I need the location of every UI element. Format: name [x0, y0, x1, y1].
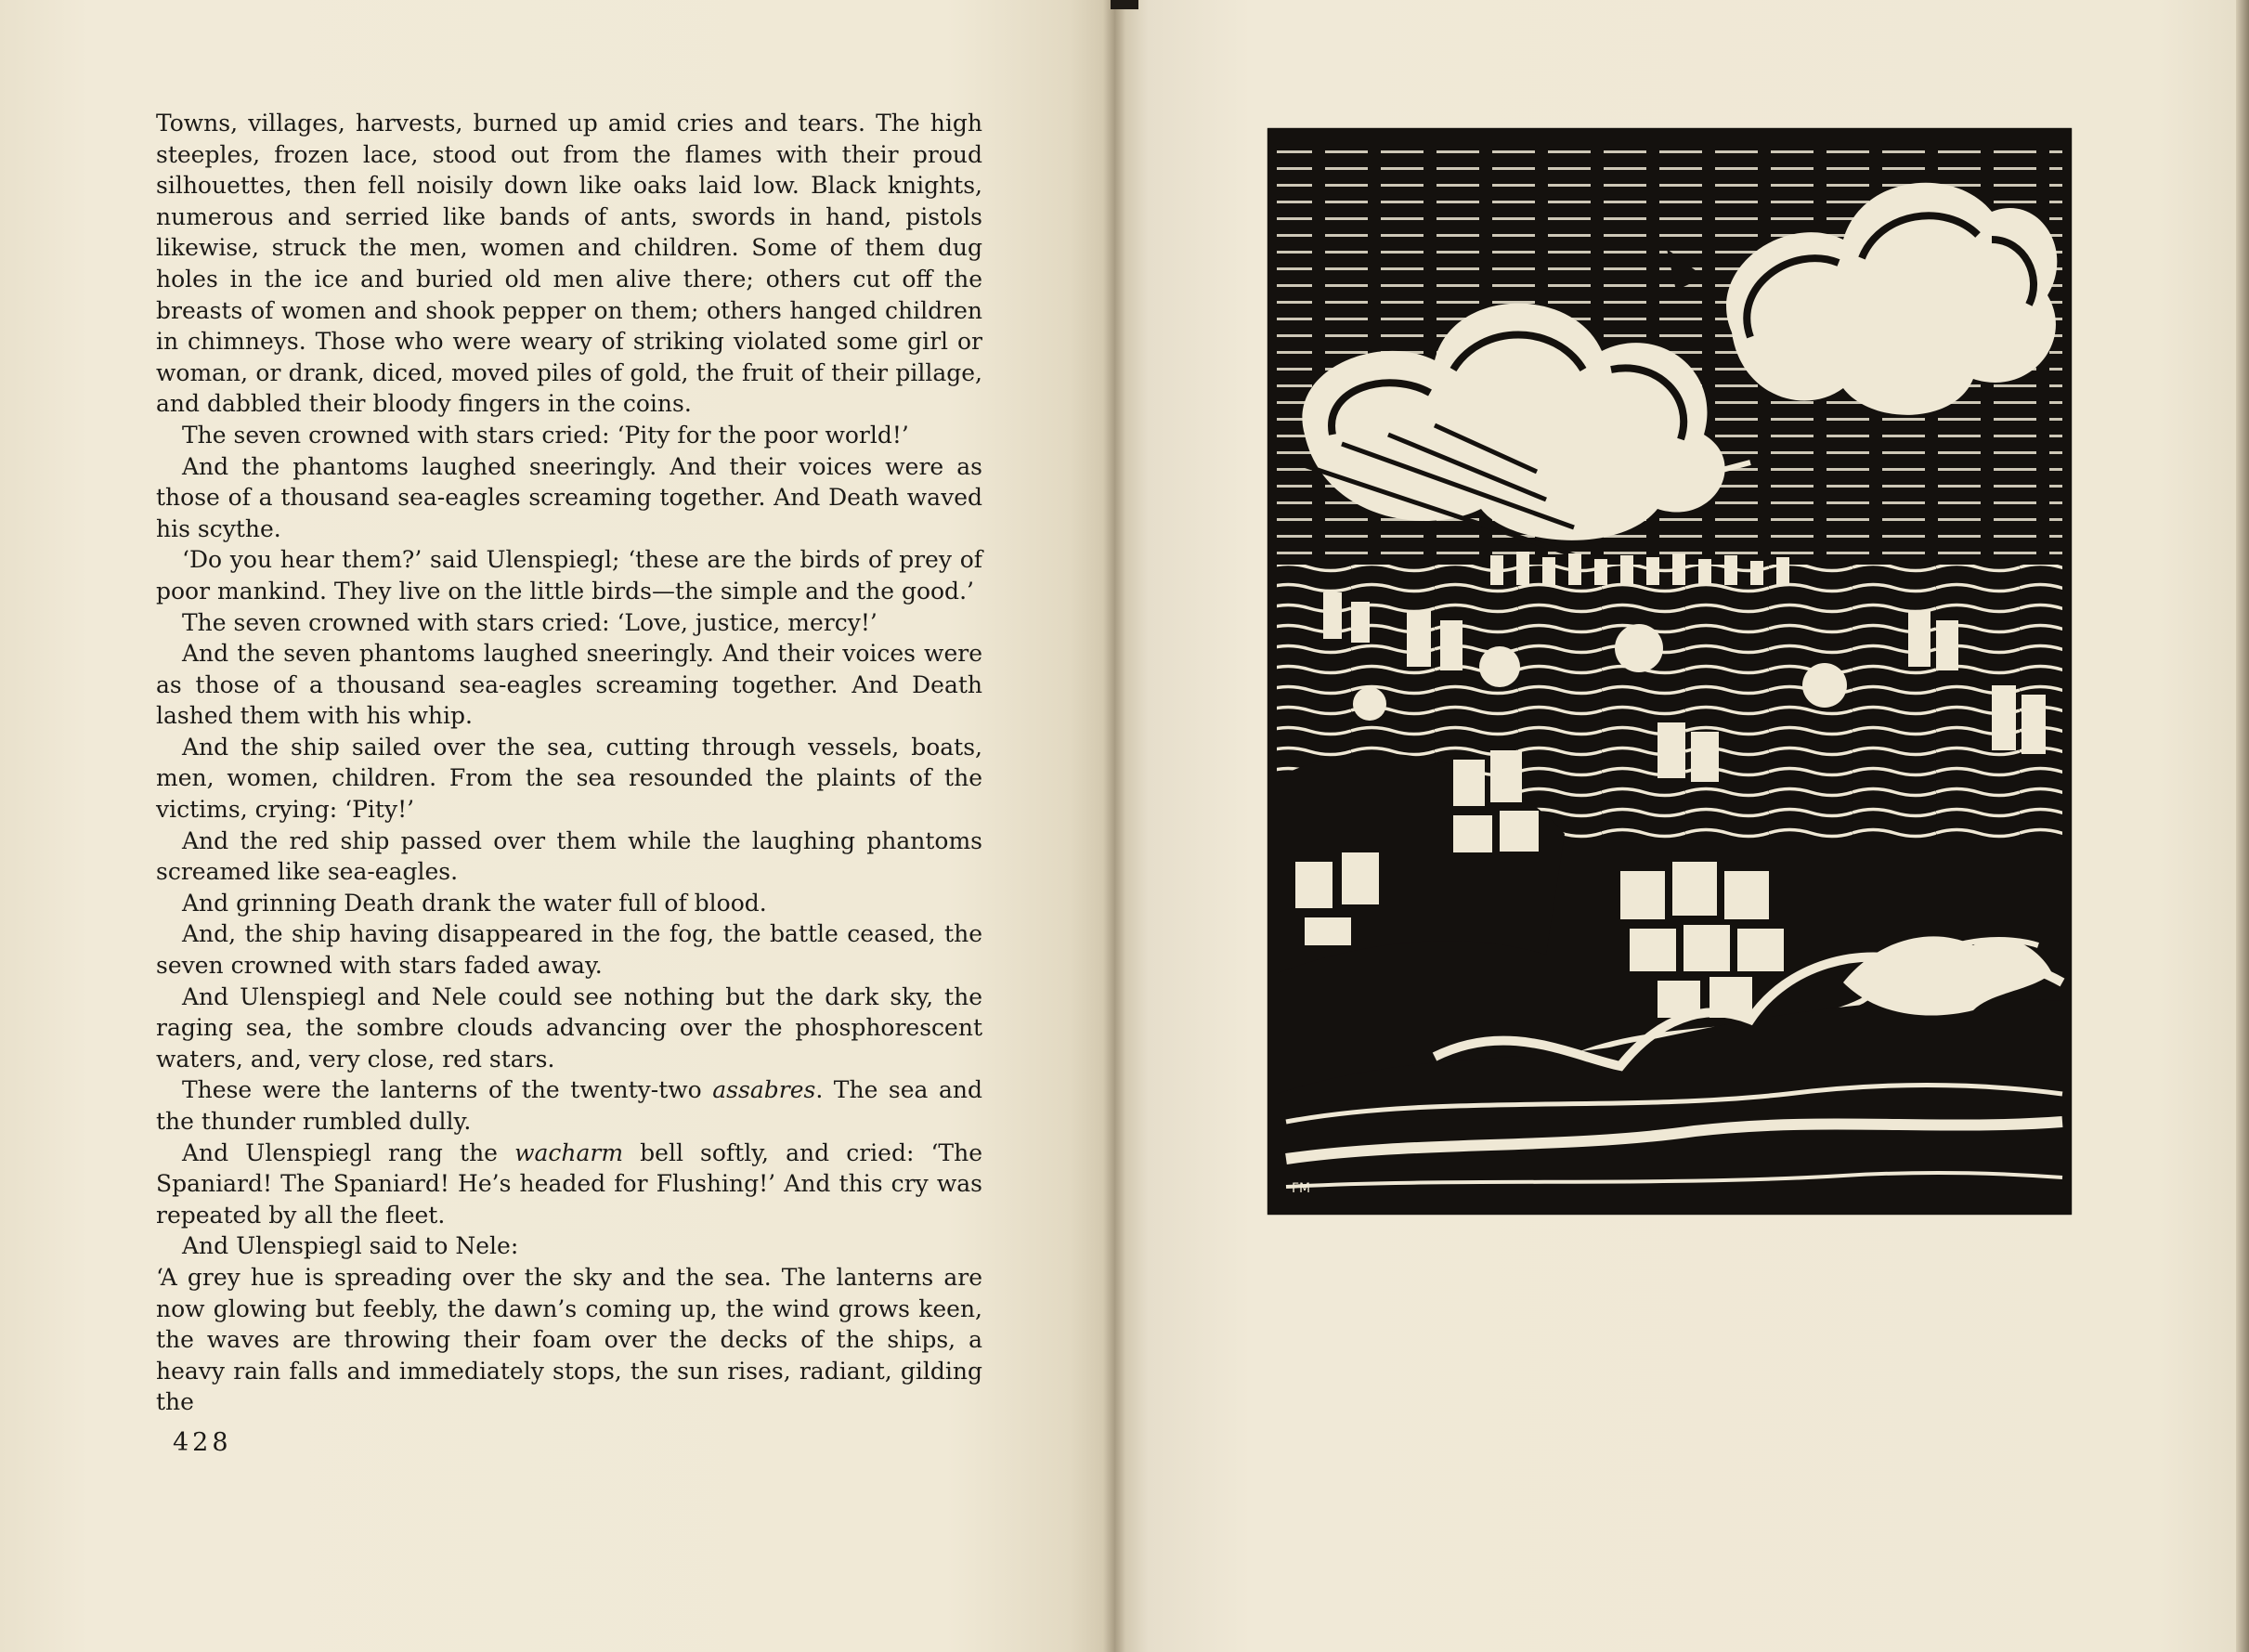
text-run: These were the lanterns of the twenty-two	[182, 1076, 713, 1104]
paragraph: ‘Do you hear them?’ said Ulenspiegl; ‘these are the birds of prey of poor mankind. They live on the little birds—the simple and the good.’	[156, 546, 982, 605]
artist-signature: FM	[1292, 1181, 1311, 1196]
naval-battle-woodcut	[1268, 128, 2072, 1215]
page-text	[156, 108, 982, 1418]
italic-term: assabres	[712, 1076, 816, 1104]
woodcut-illustration	[1268, 128, 2072, 1215]
paragraph: And the seven phantoms laughed sneeringly. And their voices were as those of a thousand sea-eagles screaming together. And Death lashed them with his whip.	[156, 640, 982, 730]
page-edge	[2236, 0, 2249, 1652]
text-run: bell softly, and cried: ‘The Spaniard! The Spaniard! He’s headed for Flushing!’ And this cry was repeated by all the fleet.	[156, 1138, 982, 1229]
paragraph: ‘A grey hue is spreading over the sky and the sea. The lanterns are now glowing but feebly, the dawn’s coming up, the wind grows keen, the waves are throwing their foam over the decks of the ships, a heavy rain falls and immediately stops, the sun rises, radiant, gilding the	[156, 1263, 982, 1416]
paragraph: And Ulenspiegl said to Nele:	[182, 1232, 519, 1260]
paragraph: And Ulenspiegl and Nele could see nothing but the dark sky, the raging sea, the sombre clouds advancing over the phosphorescent waters, and, very close, red stars.	[156, 982, 982, 1073]
sky	[1277, 137, 2062, 574]
paragraph	[156, 1074, 982, 1137]
paragraph: And the ship sailed over the sea, cutting through vessels, boats, men, women, children. From the sea resounded the plaints of the victims, crying: ‘Pity!’	[156, 733, 982, 824]
paragraph: And, the ship having disappeared in the fog, the battle ceased, the seven crowned with stars faded away.	[156, 920, 982, 980]
text-run: And Ulenspiegl rang the	[182, 1138, 515, 1166]
paragraph	[156, 1138, 982, 1231]
left-page	[0, 0, 1114, 1652]
paragraph: The seven crowned with stars cried: ‘Love, justice, mercy!’	[182, 608, 878, 636]
paragraph: Towns, villages, harvests, burned up amid cries and tears. The high steeples, frozen lace, stood out from the flames with their proud silhouettes, then fell noisily down like oaks laid low. Black knights, numerous and serried like bands of ants, swords in hand, pistols likewise, struck the men, women and children. Some of them dug holes in the ice and buried old men alive there; others cut off the breasts of women and shook pepper on them; others hanged children in chimneys. Those who were weary of striking violated some girl or woman, or drank, diced, moved piles of gold, the fruit of their pillage, and dabbled their bloody fingers in the coins.	[156, 110, 982, 418]
page-number: 428	[173, 1428, 232, 1457]
binding-edge	[1111, 0, 1138, 9]
paragraph: And grinning Death drank the water full of blood.	[182, 889, 767, 917]
text-run: . The sea and the thunder rumbled dully.	[156, 1076, 982, 1135]
paragraph: And the red ship passed over them while the laughing phantoms screamed like sea-eagles.	[156, 826, 982, 886]
paragraph: The seven crowned with stars cried: ‘Pity for the poor world!’	[182, 421, 909, 449]
paragraph: And the phantoms laughed sneeringly. And their voices were as those of a thousand sea-eagles screaming together. And Death waved his scythe.	[156, 452, 982, 542]
gutter-shadow	[1103, 0, 1125, 1652]
italic-term: wacharm	[514, 1138, 624, 1166]
